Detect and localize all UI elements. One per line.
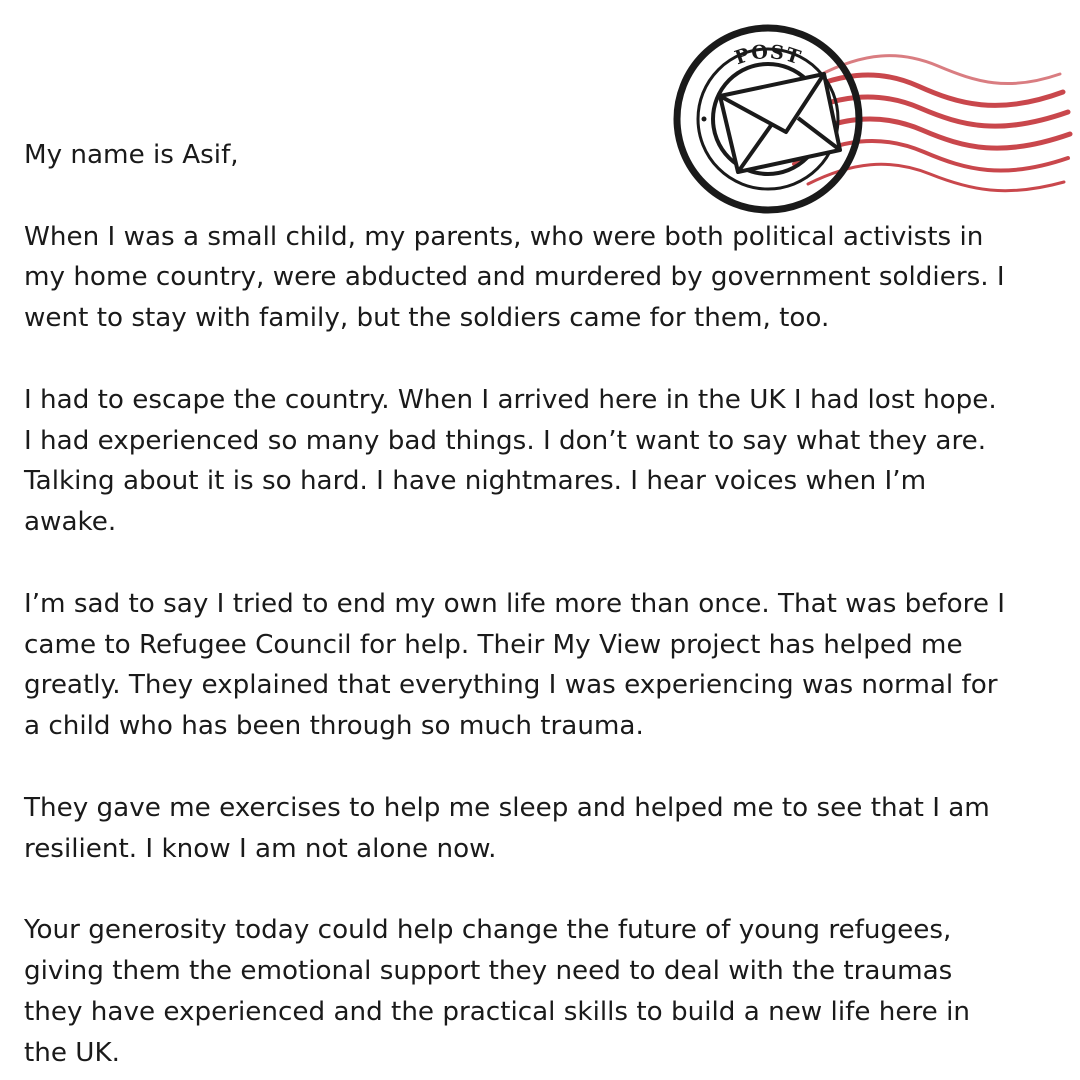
letter-body [24,135,1064,1073]
postmark-label: POST [731,40,805,70]
letter-paragraph: I had to escape the country. When I arrived here in the UK I had lost hope. I had experienced so many bad things. I don’t want to say what they are. Talking about it is so hard. I have nightmares. I hear voices when I’m awake. [24,384,997,538]
letter-paragraph: They gave me exercises to help me sleep and helped me to see that I am resilient. I know I am not alone now. [24,792,990,864]
letter-paragraph: Your generosity today could help change the future of young refugees, giving them the emotional support they need to deal with the traumas they have experienced and the practical skills to build a new life here in the UK. [24,915,970,1068]
letter-greeting: My name is Asif, [24,140,239,170]
letter-paragraph: I’m sad to say I tried to end my own life more than once. That was before I came to Refugee Council for help. Their My View project has helped me greatly. They explained that everything I was experiencing was normal for a child who has been through so much trauma. [24,588,1005,742]
letter-paragraph: When I was a small child, my parents, who were both political activists in my home country, were abducted and murdered by government soldiers. I went to stay with family, but the soldiers came for them, too. [24,221,1005,334]
